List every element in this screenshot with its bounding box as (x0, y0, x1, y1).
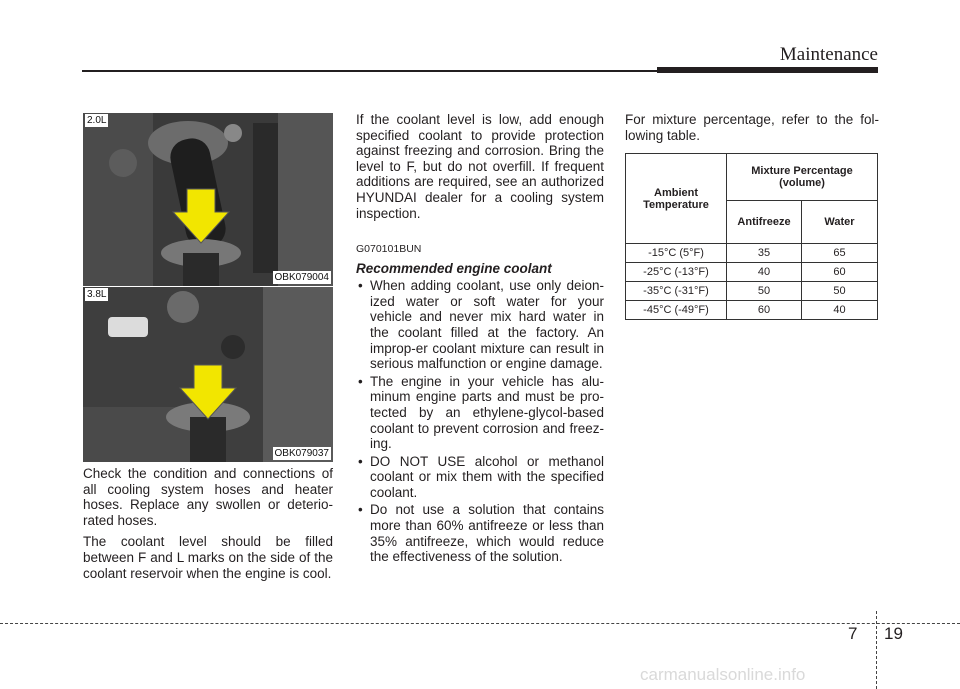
right-column (625, 112, 879, 143)
bullet-list (356, 278, 604, 565)
watermark: carmanualsonline.info (640, 665, 806, 684)
table-cell: 35 (727, 244, 802, 263)
table-header: Ambient Temperature (626, 154, 727, 244)
engine-photo-illustration (83, 287, 333, 462)
engine-photo-3-8l (83, 287, 333, 462)
table-cell: -35°C (-31°F) (626, 282, 727, 301)
header-rule (82, 70, 657, 72)
list-item: • Do not use a solution that contains more than 60% antifreeze or less than 35% antifreeze, which would reduce the effectiveness of the solution. (356, 502, 604, 564)
subheading: Recommended engine coolant (356, 261, 552, 277)
paragraph: Check the condition and connections of all cooling system hoses and heater hoses. Replace any swollen or deterio-rated hoses. (83, 466, 333, 528)
list-item: • DO NOT USE alcohol or methanol coolant or mix them with the specified coolant. (356, 454, 604, 501)
table-header: Antifreeze (727, 201, 802, 244)
table-cell: 50 (802, 282, 878, 301)
list-item: • The engine in your vehicle has alu-minum engine parts and must be pro-tected by an ethylene-glycol-based coolant to prevent corrosion and freez-ing. (356, 374, 604, 452)
footer-divider (876, 611, 877, 689)
table-cell: 60 (802, 263, 878, 282)
chapter-number: 7 (848, 624, 858, 643)
table-row (626, 301, 878, 320)
paragraph: If the coolant level is low, add enough specified coolant to provide protection against freezing and corrosion. Bring the level to F, but do not overfill. If frequent additions are required, see an authorized HYUNDAI dealer for a cooling system inspection. (356, 112, 604, 221)
table-cell: 60 (727, 301, 802, 320)
paragraph: The coolant level should be filled between F and L marks on the side of the coolant reservoir when the engine is cool. (83, 534, 333, 581)
photo-code: OBK079037 (274, 448, 329, 459)
table-cell: -15°C (5°F) (626, 244, 727, 263)
mixture-table (625, 153, 878, 320)
table-cell: -45°C (-49°F) (626, 301, 727, 320)
table-header: Water (802, 201, 878, 244)
paragraph: For mixture percentage, refer to the fol-lowing table. (625, 112, 879, 143)
engine-label: 3.8L (87, 289, 107, 300)
engine-photo-2-0l (83, 113, 333, 286)
table-cell: 40 (727, 263, 802, 282)
engine-label: 2.0L (87, 115, 107, 126)
section-code: G070101BUN (356, 243, 422, 256)
table-header: Mixture Percentage (volume) (727, 154, 878, 201)
list-item: • When adding coolant, use only deion-ized water or soft water for your vehicle and never mix hard water in the coolant filled at the factory. An improp-er coolant mixture can result in serious malfunction or engine damage. (356, 278, 604, 372)
table-cell: 50 (727, 282, 802, 301)
engine-photo-illustration (83, 113, 333, 286)
page-number: 19 (884, 624, 903, 643)
middle-column (356, 112, 604, 567)
table-row (626, 244, 878, 263)
footer-rule (0, 623, 960, 624)
left-column (83, 466, 333, 581)
table-cell: 40 (802, 301, 878, 320)
table-row (626, 282, 878, 301)
table-cell: 65 (802, 244, 878, 263)
section-title: Maintenance (779, 44, 878, 65)
table-row (626, 263, 878, 282)
photo-code: OBK079004 (274, 272, 329, 283)
header-rule-bar (657, 67, 878, 73)
table-cell: -25°C (-13°F) (626, 263, 727, 282)
